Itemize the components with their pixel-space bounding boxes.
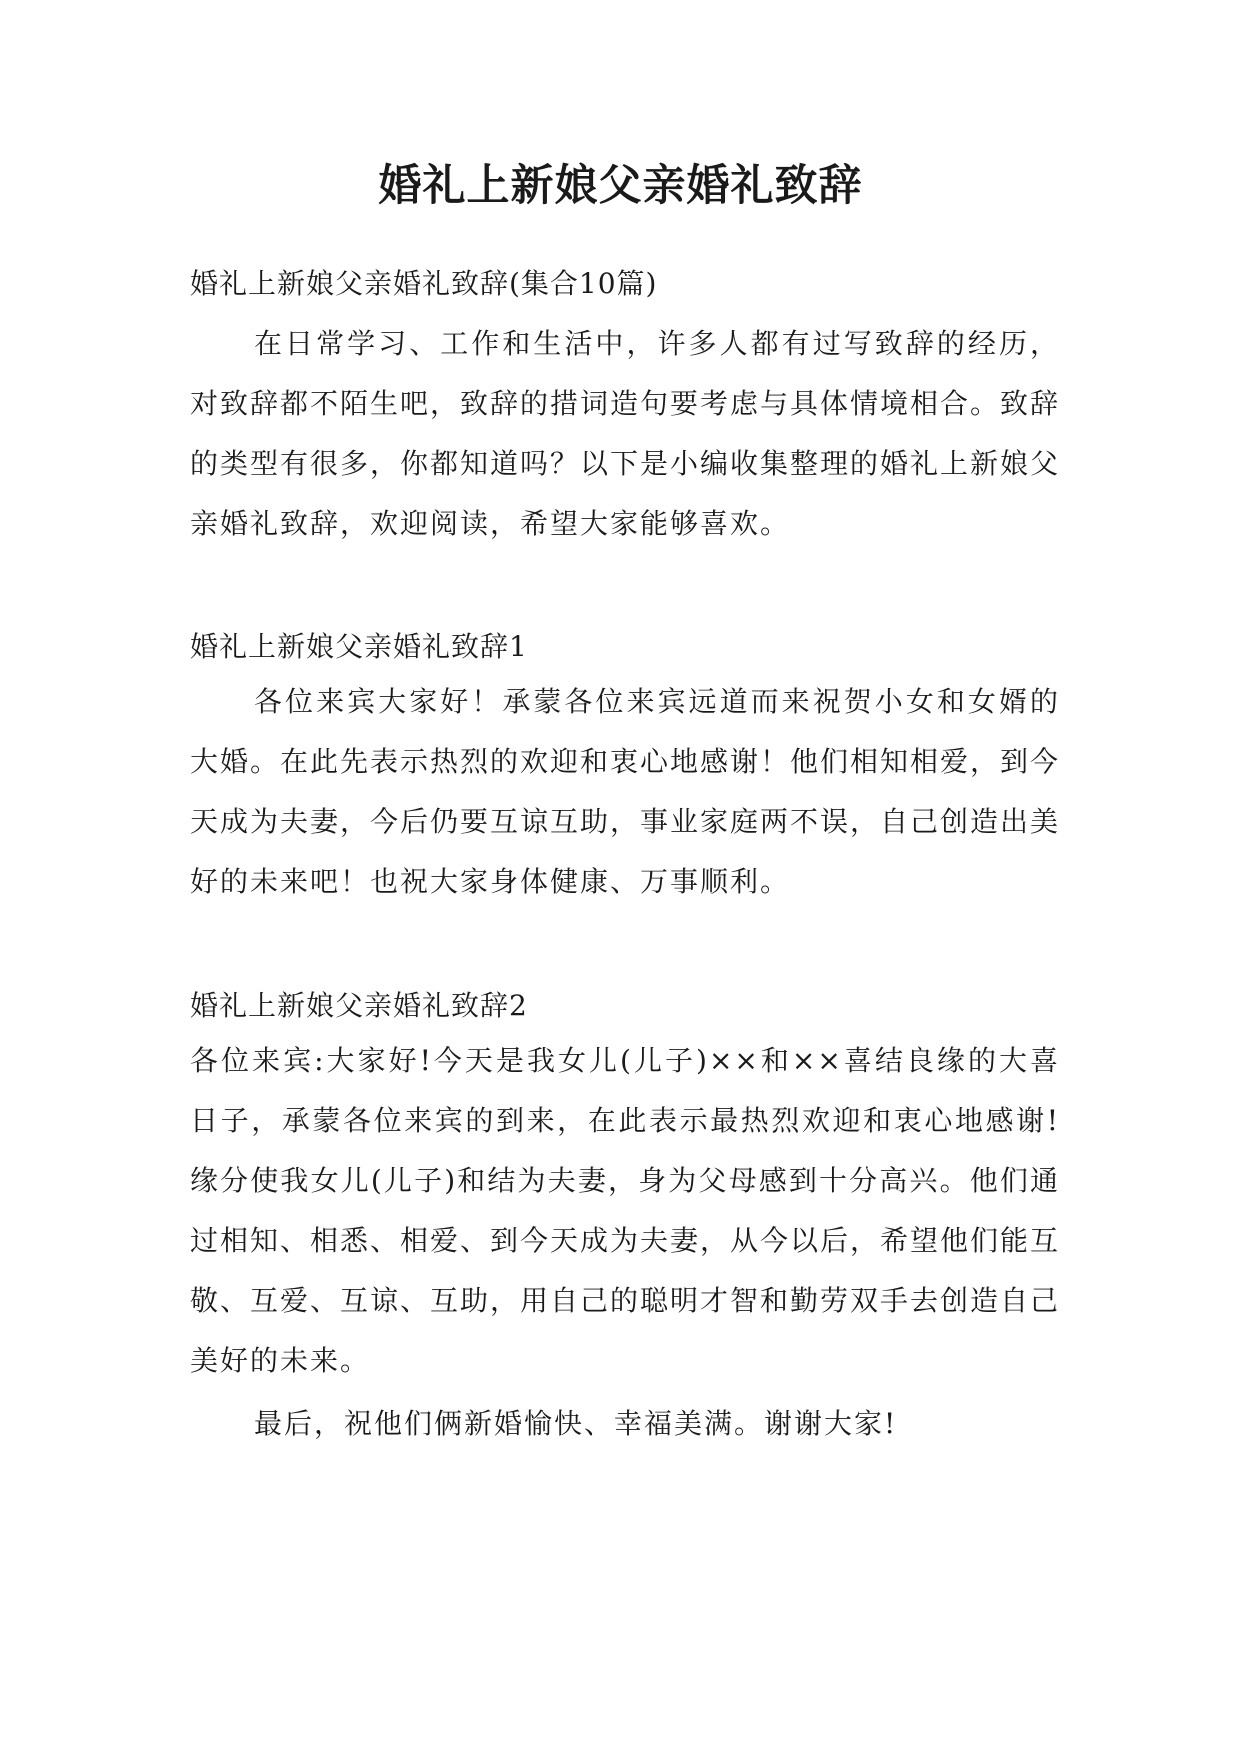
section-1-paragraph: 各位来宾大家好！承蒙各位来宾远道而来祝贺小女和女婿的大婚。在此先表示热烈的欢迎和衷心地感谢！他们相知相爱，到今天成为夫妻，今后仍要互谅互助，事业家庭两不误，自己创造出美好的未来吧！也祝大家身体健康、万事顺利。 [190,685,1061,898]
document-title: 婚礼上新娘父亲婚礼致辞 [378,161,863,211]
section-heading-2: 婚礼上新娘父亲婚礼致辞2 [190,989,528,1022]
document-subtitle: 婚礼上新娘父亲婚礼致辞(集合10篇) [190,267,658,300]
section-2-paragraph-1: 各位来宾:大家好!今天是我女儿(儿子)××和××喜结良缘的大喜日子，承蒙各位来宾的到来，在此表示最热烈欢迎和衷心地感谢!缘分使我女儿(儿子)和结为夫妻，身为父母感到十分高兴。他们通过相知、相悉、相爱、到今天成为夫妻，从今以后，希望他们能互敬、互爱、互谅、互助，用自己的聪明才智和勤劳双手去创造自己美好的未来。 [190,1044,1061,1377]
section-2-paragraph-2: 最后，祝他们俩新婚愉快、幸福美满。谢谢大家! [254,1407,898,1440]
intro-paragraph: 在日常学习、工作和生活中，许多人都有过写致辞的经历，对致辞都不陌生吧，致辞的措词造句要考虑与具体情境相合。致辞的类型有很多，你都知道吗？以下是小编收集整理的婚礼上新娘父亲婚礼致辞，欢迎阅读，希望大家能够喜欢。 [190,327,1061,540]
section-heading-1: 婚礼上新娘父亲婚礼致辞1 [190,630,528,663]
